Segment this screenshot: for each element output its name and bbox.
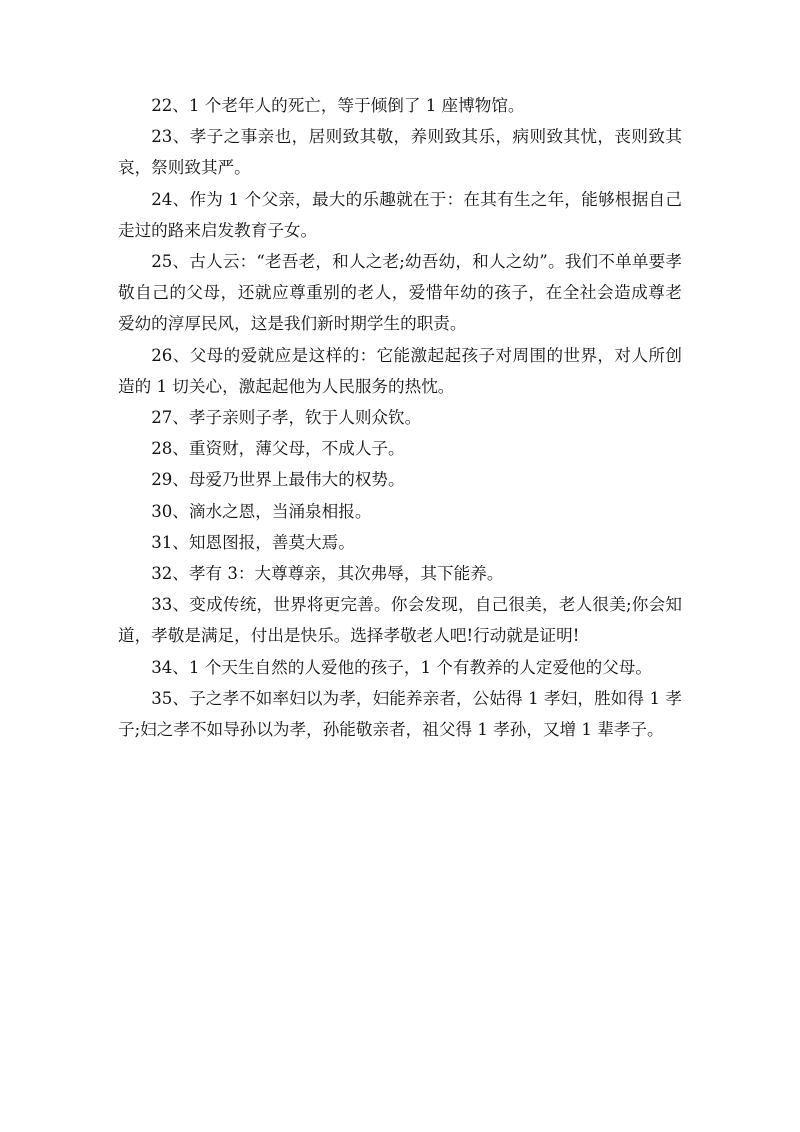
paragraph-23: 23、孝子之事亲也，居则致其敬，养则致其乐，病则致其忧，丧则致其哀，祭则致其严。 (118, 127, 682, 178)
paragraph-32: 32、孝有 3：大尊尊亲，其次弗辱，其下能养。 (151, 564, 504, 584)
paragraph-34: 34、1 个天生自然的人爱他的孩子，1 个有教养的人定爱他的父母。 (151, 657, 652, 677)
paragraph-28: 28、重资财，薄父母，不成人子。 (151, 439, 405, 459)
paragraph-26: 26、父母的爱就应是这样的：它能激起起孩子对周围的世界，对人所创造的 1 切关心，激起起他为人民服务的热忱。 (118, 345, 682, 396)
paragraph-29: 29、母爱乃世界上最伟大的权势。 (151, 470, 405, 490)
document-body (118, 90, 682, 745)
paragraph-30: 30、滴水之恩，当涌泉相报。 (151, 501, 372, 521)
paragraph-22: 22、1 个老年人的死亡，等于倾倒了 1 座博物馆。 (151, 96, 525, 115)
paragraph-35: 35、子之孝不如率妇以为孝，妇能养亲者，公姑得 1 孝妇，胜如得 1 孝子;妇之孝不如导孙以为孝，孙能敬亲者，祖父得 1 孝孙，又增 1 辈孝子。 (118, 688, 682, 740)
paragraph-33: 33、变成传统，世界将更完善。你会发现，自己很美，老人很美;你会知道，孝敬是满足，付出是快乐。选择孝敬老人吧!行动就是证明! (118, 595, 682, 646)
paragraph-31: 31、知恩图报，善莫大焉。 (151, 532, 355, 552)
paragraph-24: 24、作为 1 个父亲，最大的乐趣就在于：在其有生之年，能够根据自己走过的路来启发教育子女。 (118, 189, 682, 240)
paragraph-25: 25、古人云：“老吾老，和人之老;幼吾幼，和人之幼”。我们不单单要孝敬自己的父母，还就应尊重别的老人，爱惜年幼的孩子，在全社会造成尊老爱幼的淳厚民风，这是我们新时期学生的职责。 (118, 252, 682, 334)
paragraph-27: 27、孝子亲则子孝，钦于人则众钦。 (151, 408, 422, 428)
